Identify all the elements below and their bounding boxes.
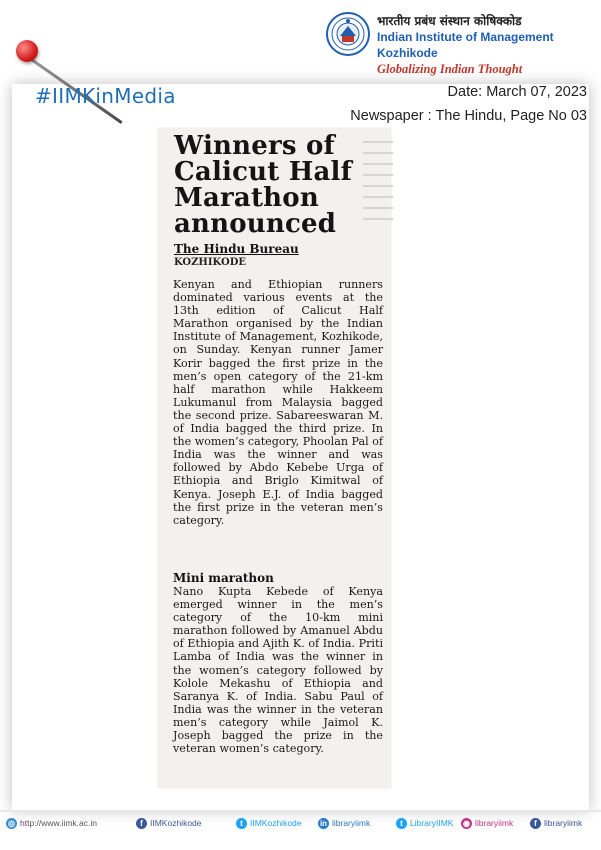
article-paragraph-1: Kenyan and Ethiopian runners dominated various events at the 13th edition of Calicut Half Marathon organised by the Indian Institute of Management, Kozhikode, on Sunday. Kenyan runner Jamer Korir bagged the first prize in the men’s open category of the 21-km half marathon while Hakkeem Lukumanul from Malaysia bagged the second prize. Sabareeswaran M. of India bagged the third prize. In the women’s category, Phoolan Pal of India was the winner and was followed by Abdo Kebebe Urga of Ethiopia and Briglo Kimitwal of Kenya. Joseph E.J. of India bagged the first prize in the veteran men’s category. (173, 278, 383, 527)
twitter-icon: t (396, 818, 407, 829)
article-dateline: KOZHIKODE (174, 257, 246, 268)
date-line: Date: March 07, 2023 (447, 84, 587, 100)
footer-library-facebook-text: libraryiimk (544, 818, 583, 828)
pushpin-icon (16, 40, 38, 62)
twitter-icon: t (236, 818, 247, 829)
article-subhead: Mini marathon (173, 571, 274, 585)
newspaper-clipping (158, 128, 391, 788)
footer-library-instagram-text: libraryiimk (475, 818, 514, 828)
linkedin-icon: in (319, 819, 328, 829)
footer-facebook-text: IIMKozhikode (150, 818, 202, 828)
globe-icon: ◎ (6, 818, 17, 829)
footer-library-linkedin-text: libraryiimk (332, 818, 371, 828)
footer-library-twitter-text: LibraryIIMK (410, 818, 454, 828)
institute-name-hindi: भारतीय प्रबंध संस्थान कोषिक्कोड (377, 14, 522, 28)
hashtag-label: #IIMKinMedia (35, 84, 176, 108)
footer-website[interactable] (6, 818, 97, 829)
article-headline: Winners of Calicut Half Marathon announced (174, 131, 352, 239)
footer-bar (0, 818, 601, 842)
institute-tagline: Globalizing Indian Thought (377, 62, 523, 76)
footer-divider (0, 810, 601, 812)
footer-library-instagram[interactable] (461, 818, 513, 829)
article-paragraph-2: Nano Kupta Kebede of Kenya emerged winner in the men’s category of the 10-km mini marathon followed by Amanuel Abdu of Ethiopia and Ajith K. of India. Priti Lamba of India was the winner in the women’s category followed by Kolole Mekashu of Ethiopia and Saranya K. of India. Sabu Paul of India was the winner in the veteran men’s category while Jaimol K. Joseph bagged the prize in the veteran women’s category. (173, 585, 383, 756)
footer-website-text: http://www.iimk.ac.in (20, 818, 97, 828)
facebook-icon: f (136, 818, 147, 829)
footer-facebook[interactable] (136, 818, 202, 829)
newspaper-line: Newspaper : The Hindu, Page No 03 (350, 108, 587, 124)
institute-block (377, 13, 601, 77)
footer-twitter[interactable] (236, 818, 302, 829)
footer-library-linkedin[interactable] (318, 818, 370, 829)
iimk-logo-icon (326, 12, 370, 56)
footer-twitter-text: IIMKozhikode (250, 818, 302, 828)
footer-library-twitter[interactable] (396, 818, 453, 829)
facebook-icon: f (530, 818, 541, 829)
institute-name-english: Indian Institute of Management Kozhikode (377, 30, 554, 60)
article-byline: The Hindu Bureau (174, 242, 299, 256)
footer-library-facebook[interactable] (530, 818, 582, 829)
instagram-icon: ◉ (461, 818, 472, 829)
